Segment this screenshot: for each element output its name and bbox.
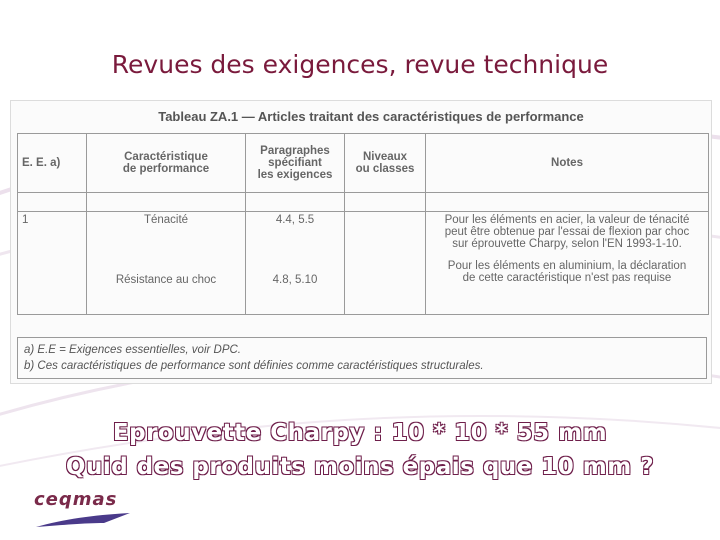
footnote-b: b) Ces caractéristiques de performance sont définies comme caractéristiques structurales. (24, 360, 484, 372)
table-footnotes (17, 337, 707, 379)
cell-ee: 1 (18, 212, 87, 315)
highlight-line-charpy: Eprouvette Charpy : 10 * 10 * 55 mm (112, 420, 608, 446)
cell-notes: Pour les éléments en acier, la valeur de ténacité peut être obtenue par l'essai de flexion par choc sur éprouvette Charpy, selon l'EN 1993-1-10. Pour les éléments en aluminium, la déclaration de cette caractéristique n'est pas requise (426, 212, 709, 315)
cell-paragraphes: 4.4, 5.5 4.8, 5.10 (246, 212, 345, 315)
ceqmas-logo: ceqmas (34, 489, 118, 510)
cell-niveaux (345, 212, 426, 315)
table-caption: Tableau ZA.1 — Articles traitant des caractéristiques de performance (158, 109, 584, 124)
header-notes: Notes (426, 134, 709, 193)
table-row (18, 212, 709, 315)
highlight-line-question: Quid des produits moins épais que 10 mm ? (65, 454, 655, 480)
slide-title: Revues des exigences, revue technique (111, 50, 609, 79)
standard-table-image (10, 100, 712, 384)
header-paragraphes: Paragraphes spécifiant les exigences (246, 134, 345, 193)
header-niveaux: Niveaux ou classes (345, 134, 426, 193)
footnote-a: a) E.E = Exigences essentielles, voir DPC. (24, 344, 241, 356)
header-ee: E. E. a) (18, 134, 87, 193)
performance-table (17, 133, 709, 315)
header-caracteristique: Caractéristique de performance (87, 134, 246, 193)
cell-caracteristiques: Ténacité Résistance au choc (87, 212, 246, 315)
table-header-row (18, 134, 709, 193)
logo-swoosh-icon (34, 509, 134, 531)
table-spacer-row (18, 193, 709, 212)
